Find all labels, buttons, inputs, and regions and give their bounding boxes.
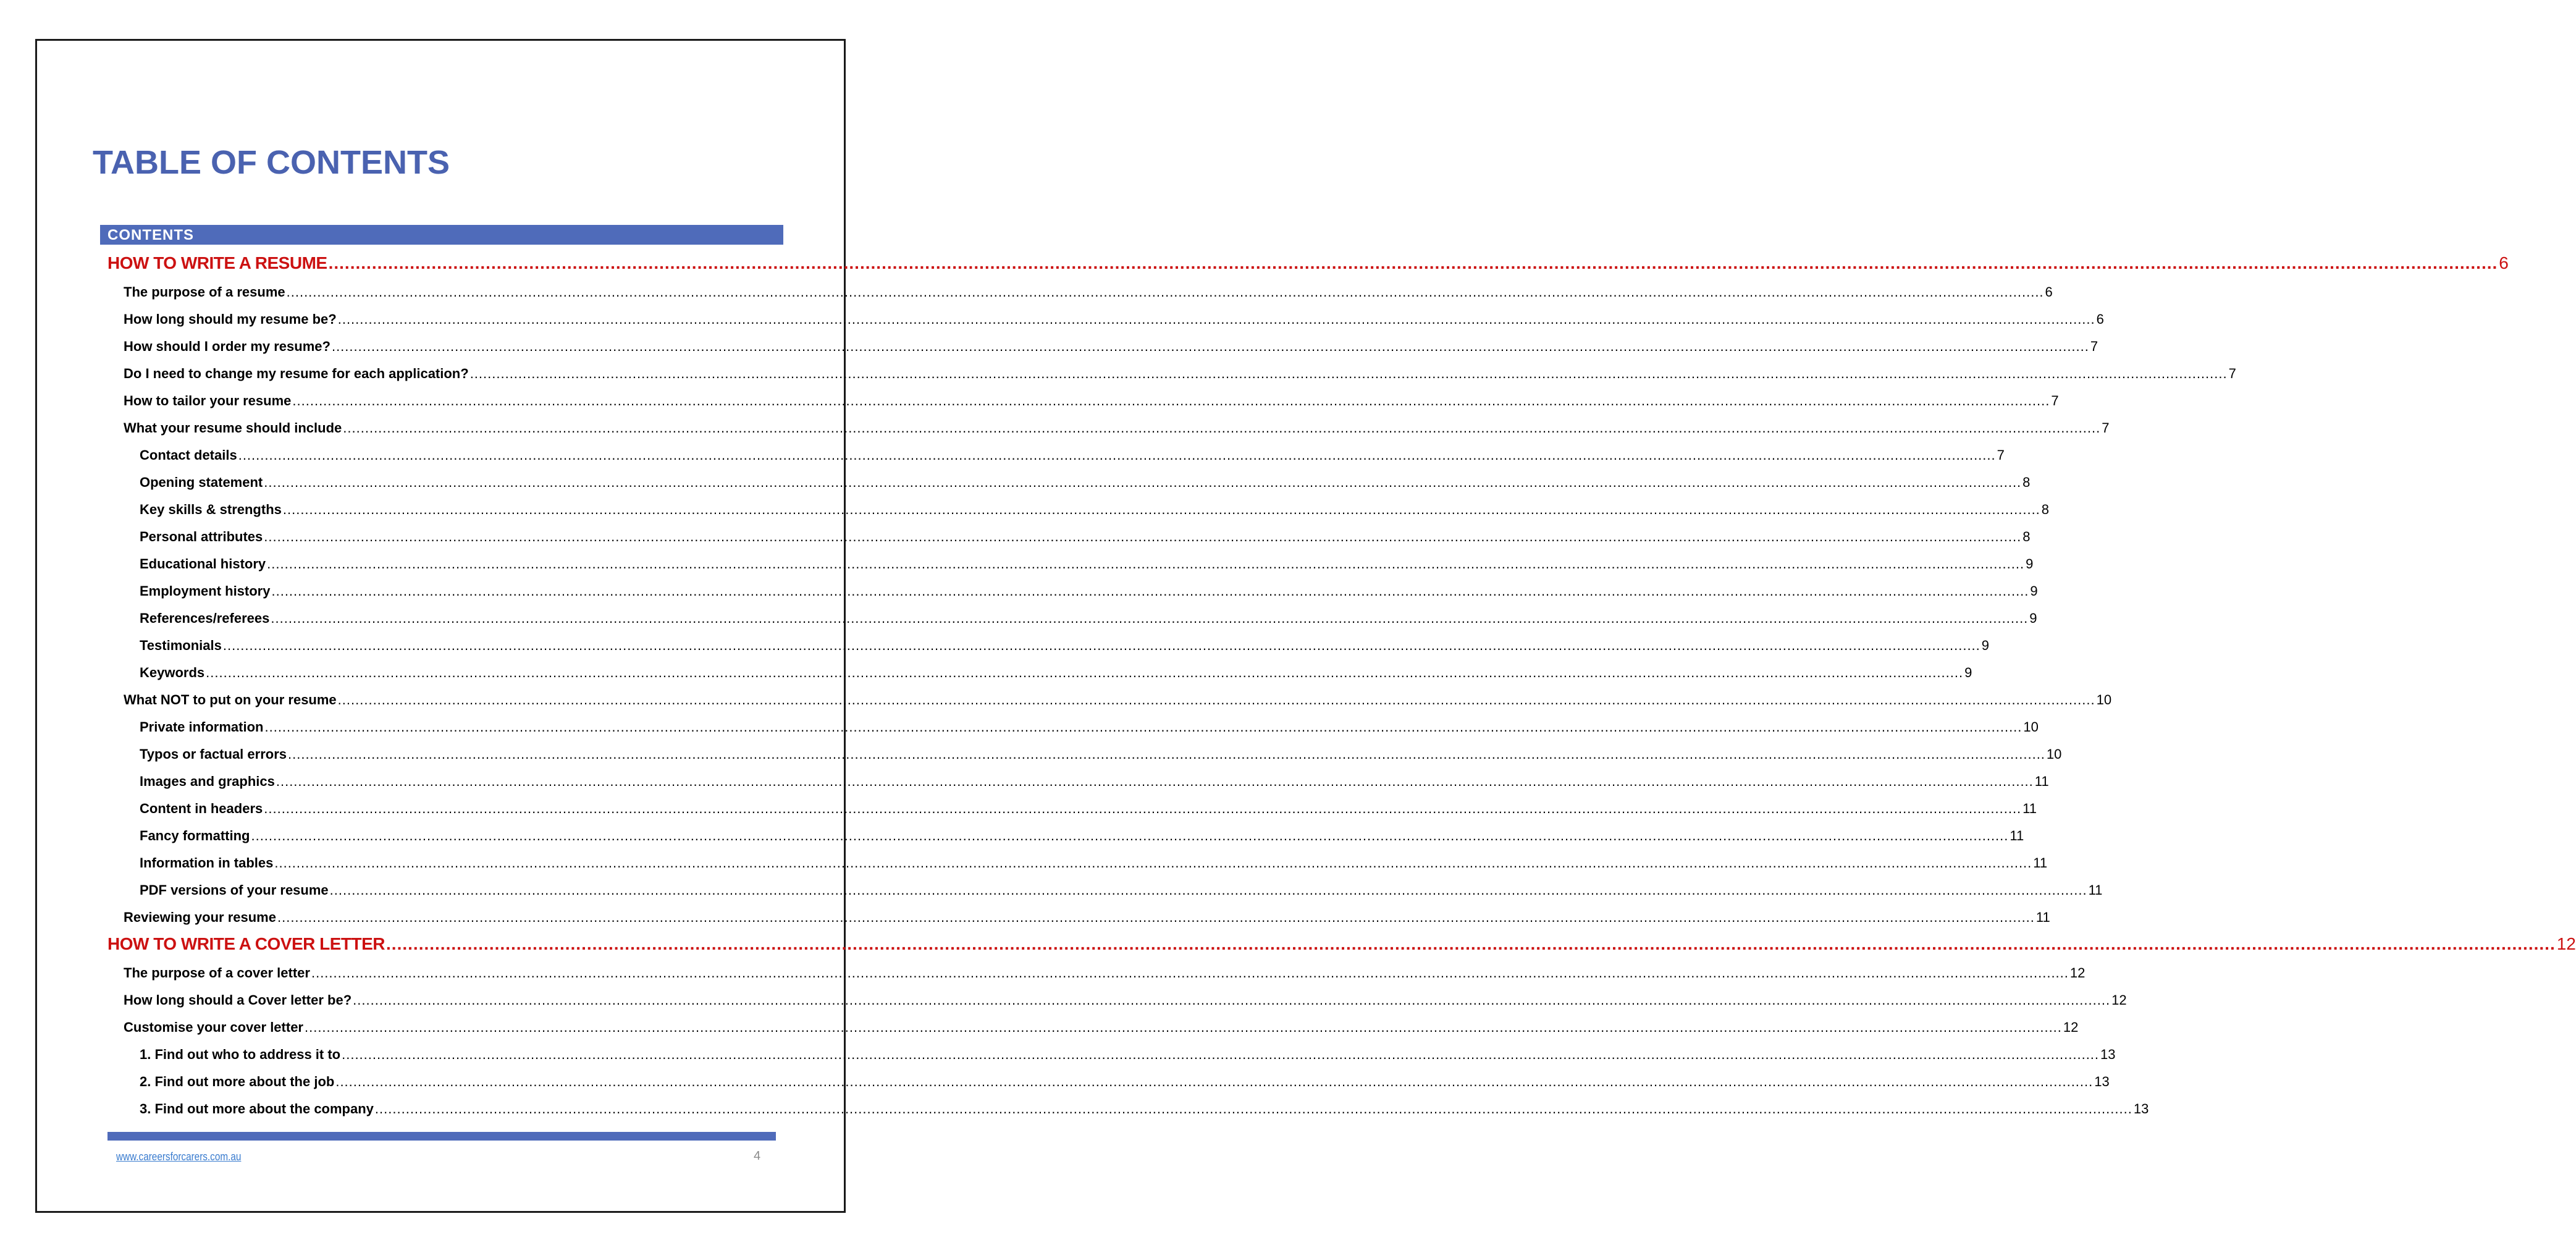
dot-leader: ................................................................................................................................................................................................................................................................................................................................................................................................................	[264, 719, 2022, 735]
toc-entry-page: 7	[2090, 339, 2098, 354]
toc-entry-label: Opening statement	[140, 475, 263, 490]
toc-entry-page: 12	[2111, 992, 2127, 1008]
toc-entry[interactable]	[140, 610, 2037, 626]
toc-entry[interactable]	[124, 366, 2236, 382]
toc-entry-label: HOW TO WRITE A COVER LETTER	[107, 934, 385, 953]
toc-entry-page: 11	[2034, 774, 2049, 789]
toc-entry[interactable]	[140, 529, 2031, 545]
dot-leader: ................................................................................................................................................................................................................................................................................................................................................................................................................	[292, 393, 2050, 408]
contents-banner: CONTENTS	[100, 225, 783, 245]
toc-entry[interactable]	[124, 393, 2059, 409]
toc-entry-label: Personal attributes	[140, 529, 263, 544]
toc-entry[interactable]	[140, 746, 2062, 762]
toc-entry-label: Content in headers	[140, 801, 263, 816]
toc-entry-label: HOW TO WRITE A RESUME	[107, 253, 327, 272]
toc-entry[interactable]	[140, 638, 1990, 654]
dot-leader: ................................................................................................................................................................................................................................................................................................................................................................................................................	[386, 934, 2556, 953]
toc-entry-page: 6	[2045, 284, 2053, 300]
dot-leader: ................................................................................................................................................................................................................................................................................................................................................................................................................	[288, 746, 2045, 762]
toc-entry-label: How to tailor your resume	[124, 393, 292, 408]
toc-entry[interactable]	[140, 801, 2037, 817]
toc-entry-label: Reviewing your resume	[124, 909, 276, 925]
dot-leader: ................................................................................................................................................................................................................................................................................................................................................................................................................	[282, 502, 2040, 517]
toc-entry-page: 13	[2094, 1074, 2110, 1089]
dot-leader: ................................................................................................................................................................................................................................................................................................................................................................................................................	[206, 665, 1964, 680]
dot-leader: ................................................................................................................................................................................................................................................................................................................................................................................................................	[264, 801, 2022, 816]
toc-entry-page: 9	[2030, 583, 2038, 599]
dot-leader: ................................................................................................................................................................................................................................................................................................................................................................................................................	[335, 1074, 2094, 1089]
toc-entry[interactable]	[124, 692, 2112, 708]
toc-entry-page: 7	[2102, 420, 2110, 436]
dot-leader: ................................................................................................................................................................................................................................................................................................................................................................................................................	[329, 882, 2087, 898]
toc-entry-page: 11	[2088, 882, 2103, 898]
toc-entry-label: Fancy formatting	[140, 828, 250, 843]
toc-entry-label: Images and graphics	[140, 774, 275, 789]
toc-entry[interactable]	[140, 556, 2034, 572]
toc-entry-label: Information in tables	[140, 855, 274, 871]
toc-section-entry[interactable]	[107, 934, 2576, 954]
dot-leader: ................................................................................................................................................................................................................................................................................................................................................................................................................	[328, 253, 2498, 272]
toc-entry-label: Employment history	[140, 583, 271, 599]
dot-leader: ................................................................................................................................................................................................................................................................................................................................................................................................................	[337, 692, 2095, 707]
toc-section-entry[interactable]	[107, 253, 2509, 273]
toc-entry-page: 11	[2033, 855, 2048, 871]
toc-entry-page: 11	[2035, 909, 2050, 925]
toc-entry-page: 7	[2051, 393, 2059, 408]
toc-entry[interactable]	[124, 339, 2098, 355]
toc-entry-page: 13	[2100, 1047, 2116, 1062]
toc-entry[interactable]	[140, 583, 2038, 599]
toc-entry-label: Private information	[140, 719, 264, 735]
toc-entry-label: How should I order my resume?	[124, 339, 330, 354]
toc-entry-page: 9	[1964, 665, 1972, 680]
toc-entry-label: Key skills & strengths	[140, 502, 282, 517]
toc-entry-page: 13	[2133, 1101, 2149, 1116]
toc-entry-page: 12	[2063, 1019, 2079, 1035]
toc-entry[interactable]	[124, 1019, 2079, 1036]
toc-entry[interactable]	[140, 475, 2031, 491]
toc-entry[interactable]	[124, 311, 2104, 327]
dot-leader: ................................................................................................................................................................................................................................................................................................................................................................................................................	[469, 366, 2228, 381]
dot-leader: ................................................................................................................................................................................................................................................................................................................................................................................................................	[342, 1047, 2100, 1062]
toc-entry[interactable]	[124, 965, 2086, 981]
toc-entry-page: 11	[2022, 801, 2037, 816]
toc-entry-page: 9	[1981, 638, 1990, 653]
toc-entry-label: Keywords	[140, 665, 205, 680]
toc-entry-page: 8	[2022, 529, 2031, 544]
toc-entry-label: Contact details	[140, 447, 237, 463]
dot-leader: ................................................................................................................................................................................................................................................................................................................................................................................................................	[353, 992, 2111, 1008]
dot-leader: ................................................................................................................................................................................................................................................................................................................................................................................................................	[311, 965, 2069, 981]
toc-entry-label: How long should a Cover letter be?	[124, 992, 352, 1008]
toc-entry[interactable]	[140, 665, 1972, 681]
toc-entry-label: 1. Find out who to address it to	[140, 1047, 341, 1062]
dot-leader: ................................................................................................................................................................................................................................................................................................................................................................................................................	[374, 1101, 2132, 1116]
toc-entry-page: 10	[2096, 692, 2112, 707]
toc-entry[interactable]	[140, 828, 2024, 844]
dot-leader: ................................................................................................................................................................................................................................................................................................................................................................................................................	[304, 1019, 2062, 1035]
toc-entry-page: 7	[2228, 366, 2236, 381]
toc-entry-label: Typos or factual errors	[140, 746, 287, 762]
toc-entry-label: 2. Find out more about the job	[140, 1074, 335, 1089]
toc-entry-label: The purpose of a cover letter	[124, 965, 310, 981]
toc-entry-page: 12	[2069, 965, 2086, 981]
toc-entry[interactable]	[140, 719, 2039, 735]
dot-leader: ................................................................................................................................................................................................................................................................................................................................................................................................................	[267, 556, 2025, 572]
dot-leader: ................................................................................................................................................................................................................................................................................................................................................................................................................	[337, 311, 2095, 327]
toc-entry[interactable]	[140, 1074, 2110, 1090]
toc-entry-page: 11	[2010, 828, 2024, 843]
toc-entry[interactable]	[140, 774, 2049, 790]
toc-entry[interactable]	[140, 447, 2005, 463]
toc-entry-page: 8	[2041, 502, 2050, 517]
dot-leader: ................................................................................................................................................................................................................................................................................................................................................................................................................	[251, 828, 2009, 843]
toc-entry-page: 10	[2023, 719, 2039, 735]
toc-entry-label: Customise your cover letter	[124, 1019, 303, 1035]
dot-leader: ................................................................................................................................................................................................................................................................................................................................................................................................................	[274, 855, 2032, 871]
dot-leader: ................................................................................................................................................................................................................................................................................................................................................................................................................	[331, 339, 2089, 354]
toc-entry-label: Do I need to change my resume for each application?	[124, 366, 469, 381]
toc-entry-page: 10	[2046, 746, 2062, 762]
toc-entry-label: How long should my resume be?	[124, 311, 337, 327]
dot-leader: ................................................................................................................................................................................................................................................................................................................................................................................................................	[277, 909, 2035, 925]
toc-entry-page: 7	[1997, 447, 2005, 463]
footer-page-number: 4	[754, 1149, 761, 1163]
toc-entry[interactable]	[140, 1047, 2116, 1063]
toc-entry-label: The purpose of a resume	[124, 284, 285, 300]
toc-entry-page: 12	[2556, 934, 2576, 953]
toc-entry[interactable]	[140, 1101, 2149, 1117]
toc-entry[interactable]	[124, 420, 2110, 436]
dot-leader: ................................................................................................................................................................................................................................................................................................................................................................................................................	[222, 638, 1980, 653]
dot-leader: ................................................................................................................................................................................................................................................................................................................................................................................................................	[343, 420, 2101, 436]
toc-entry-label: 3. Find out more about the company	[140, 1101, 374, 1116]
toc-entry-label: Testimonials	[140, 638, 222, 653]
page-title: TABLE OF CONTENTS	[93, 144, 450, 181]
toc-entry[interactable]	[124, 909, 2050, 926]
toc-entry[interactable]	[124, 992, 2127, 1008]
footer-website-link[interactable]: www.careersforcarers.com.au	[116, 1150, 242, 1163]
toc-entry-label: What NOT to put on your resume	[124, 692, 337, 707]
toc-entry-label: What your resume should include	[124, 420, 342, 436]
toc-entry-label: References/referees	[140, 610, 270, 626]
toc-entry[interactable]	[140, 882, 2103, 898]
dot-leader: ................................................................................................................................................................................................................................................................................................................................................................................................................	[264, 529, 2022, 544]
toc-entry-page: 6	[2096, 311, 2104, 327]
dot-leader: ................................................................................................................................................................................................................................................................................................................................................................................................................	[286, 284, 2044, 300]
dot-leader: ................................................................................................................................................................................................................................................................................................................................................................................................................	[264, 475, 2022, 490]
dot-leader: ................................................................................................................................................................................................................................................................................................................................................................................................................	[238, 447, 1996, 463]
toc-entry-page: 8	[2022, 475, 2031, 490]
dot-leader: ................................................................................................................................................................................................................................................................................................................................................................................................................	[271, 583, 2029, 599]
toc-entry-label: Educational history	[140, 556, 266, 572]
footer-divider-bar	[107, 1132, 776, 1141]
dot-leader: ................................................................................................................................................................................................................................................................................................................................................................................................................	[271, 610, 2029, 626]
toc-entry[interactable]	[124, 284, 2053, 300]
toc-entry[interactable]	[140, 502, 2050, 518]
dot-leader: ................................................................................................................................................................................................................................................................................................................................................................................................................	[276, 774, 2034, 789]
toc-entry[interactable]	[140, 855, 2048, 871]
toc-entry-page: 9	[2026, 556, 2034, 572]
toc-entry-label: PDF versions of your resume	[140, 882, 329, 898]
toc-entry-page: 9	[2029, 610, 2037, 626]
toc-entry-page: 6	[2499, 253, 2509, 272]
